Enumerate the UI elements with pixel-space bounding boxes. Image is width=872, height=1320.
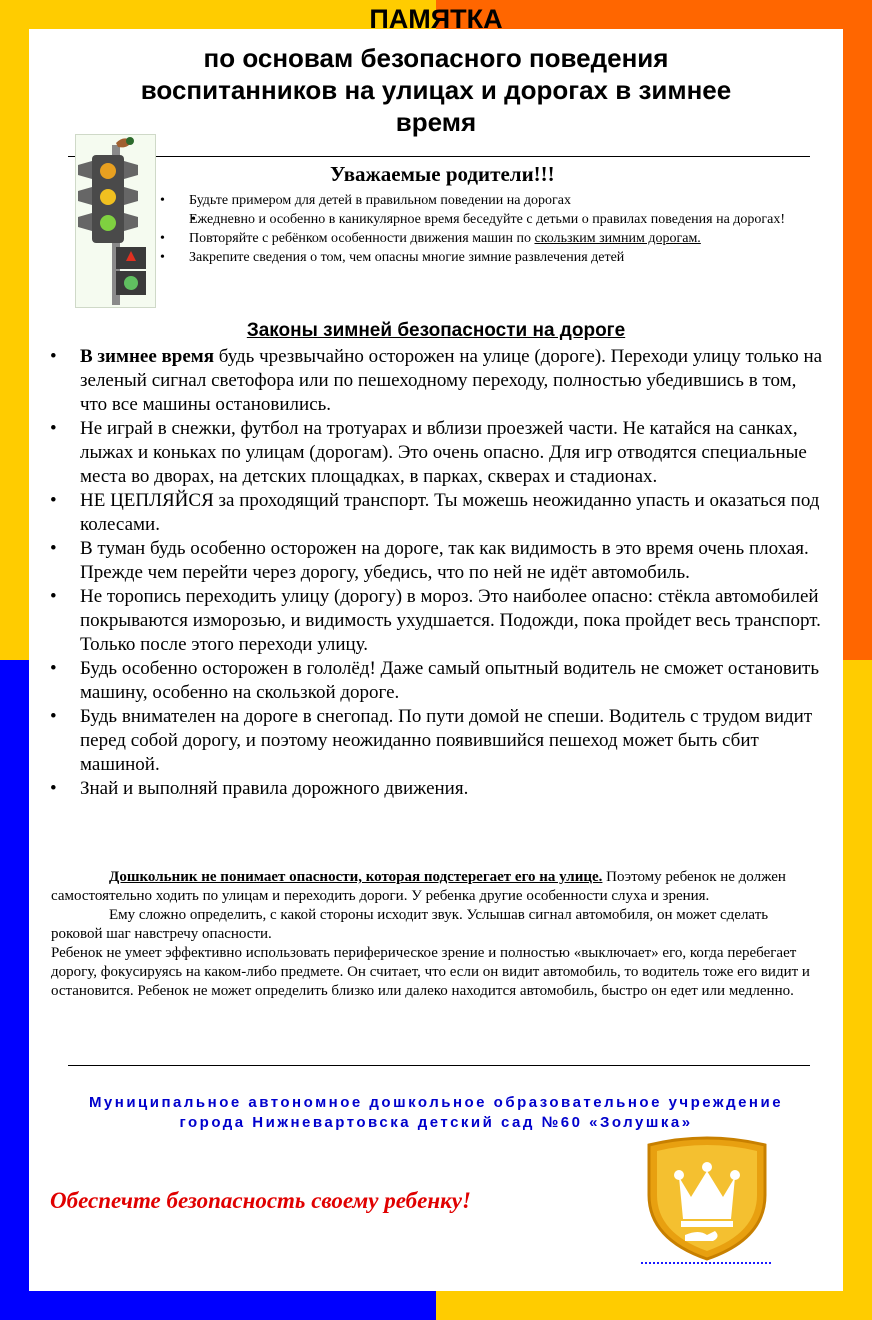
note-text: Поэтому ребенок не должен самостоятельно ходить по улицам и переходить дороги. У ребенка другие особенности слуха и зрения. [51,869,786,904]
note-paragraph [51,868,821,906]
crown-shield-icon [641,1135,773,1261]
note-lead: Дошкольник не понимает опасности, которая подстерегает его на улице. [109,869,603,885]
laws-heading: Законы зимней безопасности на дороге [246,320,626,341]
preschooler-note [51,868,821,1001]
parents-list [158,191,818,267]
note-paragraph: Ему сложно определить, с какой стороны исходит звук. Услышав сигнал автомобиля, он может сделать роковой шаг навстречу опасности. [51,907,769,942]
list-item: • Закрепите сведения о том, чем опасны многие зимние развлечения детей [158,248,818,267]
slippery-roads-text: скользким зимним дорогам. [534,231,701,246]
list-item: • НЕ ЦЕПЛЯЙСЯ за проходящий транспорт. Ты можешь неожиданно упасть и оказаться под колесами. [48,489,828,537]
list-item: • Будьте примером для детей в правильном поведении на дорогах [158,191,818,210]
list-item-text: Повторяйте с ребёнком особенности движения машин по [189,231,531,246]
page-subtitle: по основам безопасного поведения воспитанников на улицах и дорогах в зимнее время [140,43,732,137]
parents-heading: Уважаемые родители!!! [330,162,555,186]
top-divider [68,156,810,157]
laws-list [48,345,828,801]
list-item [48,345,828,417]
bottom-divider [68,1065,810,1066]
safety-slogan: Обеспечте безопасность своему ребенку! [50,1188,471,1213]
list-item: • Знай и выполняй правила дорожного движения. [48,777,828,801]
list-item: • Не торопись переходить улицу (дорогу) в мороз. Это наиболее опасно: стёкла автомобилей покрываются изморозью, и видимость ухудшается. Подожди, пока пройдет весь транспорт. Только после этого переходи улицу. [48,585,828,657]
traffic-light-icon [75,134,156,308]
organization-name [0,1093,872,1133]
list-item [158,229,818,248]
page-title: ПАМЯТКА [369,4,503,34]
organization-line: города Нижневартовска детский сад №60 «Золушка» [179,1114,693,1131]
list-item: • Будь особенно осторожен в гололёд! Даже самый опытный водитель не сможет остановить машину, особенно на скользкой дороге. [48,657,828,705]
list-item: • Ежедневно и особенно в каникулярное время беседуйте с детьми о правилах поведения на дорогах! [158,210,818,229]
list-item: • Будь внимателен на дороге в снегопад. По пути домой не спеши. Водитель с трудом видит перед собой дорогу, и поэтому неожиданно появившийся пешеход может быть сбит машиной. [48,705,828,777]
winter-time-label: В зимнее время [80,346,214,367]
list-item-text: будь чрезвычайно осторожен на улице (дороге). Переходи улицу только на зеленый сигнал светофора или по пешеходному переходу, полностью убедившись в том, что все машины остановились. [80,346,823,415]
list-item: • В туман будь особенно осторожен на дороге, так как видимость в это время очень плохая. Прежде чем перейти через дорогу, убедись, что по ней не идёт автомобиль. [48,537,828,585]
organization-line: Муниципальное автономное дошкольное образовательное учреждение [88,1094,784,1111]
list-item: • Не играй в снежки, футбол на тротуарах и вблизи проезжей части. Не катайся на санках, лыжах и коньках по улицам (дорогам). Это очень опасно. Для игр отводятся специальные места во дворах, на детских площадках, в парках, скверах и стадионах. [48,417,828,489]
note-paragraph: Ребенок не умеет эффективно использовать периферическое зрение и полностью «выключает» его, когда перебегает дорогу, фокусируясь на каком-либо предмете. Он считает, что если он видит автомобиль, то водитель тоже его видит и остановится. Ребенок не может определить близко или далеко находится автомобиль, быстро он едет или медленно. [51,945,810,999]
signature-dots [641,1262,771,1264]
